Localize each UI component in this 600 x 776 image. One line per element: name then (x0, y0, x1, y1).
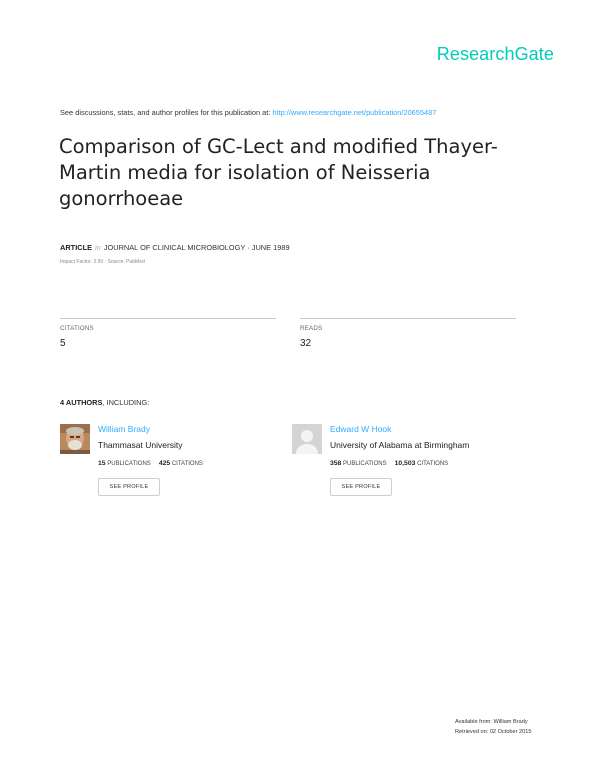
see-profile-button[interactable]: SEE PROFILE (330, 478, 392, 496)
authors-heading (60, 398, 149, 407)
author-card (292, 424, 532, 504)
citations-value: 5 (60, 338, 66, 349)
avatar[interactable] (292, 424, 322, 454)
citations-count: 425 (158, 460, 171, 467)
publication-title: Comparison of GC-Lect and modified Thayer-Martin media for isolation of Neisseria gonorrhoeae (59, 135, 498, 210)
author-name[interactable]: William Brady (98, 424, 150, 434)
publications-label: PUBLICATIONS (107, 461, 151, 467)
availability-note (455, 718, 532, 737)
avatar[interactable] (60, 424, 90, 454)
researchgate-logo[interactable]: ResearchGate (436, 44, 554, 64)
article-type: ARTICLE (60, 243, 93, 252)
retrieved-on: Retrieved on: 02 October 2015 (455, 728, 532, 735)
available-from: Available from: William Brady (455, 719, 528, 725)
publication-link[interactable]: http://www.researchgate.net/publication/20655487 (272, 108, 437, 117)
reads-label: READS (300, 325, 323, 332)
author-stats (98, 460, 203, 467)
author-citations-label: CITATIONS (171, 461, 203, 467)
journal-name[interactable]: JOURNAL OF CLINICAL MICROBIOLOGY · JUNE 1989 (103, 243, 290, 252)
see-profile-button[interactable]: SEE PROFILE (98, 478, 160, 496)
citations-count: 10,503 (394, 460, 416, 467)
in-word: in (95, 243, 101, 252)
author-institution: Thammasat University (98, 440, 183, 450)
author-institution: University of Alabama at Birmingham (330, 440, 470, 450)
citations-label: CITATIONS (60, 325, 94, 332)
impact-factor: Impact Factor: 3.99 · Source: PubMed (60, 259, 145, 265)
publications-count: 15 (98, 460, 106, 467)
author-stats (330, 460, 448, 467)
reads-divider (300, 318, 516, 319)
publications-count: 358 (330, 460, 342, 467)
discussion-text: See discussions, stats, and author profiles for this publication at: (60, 108, 271, 117)
author-citations-label: CITATIONS (417, 461, 449, 467)
reads-value: 32 (300, 338, 312, 349)
authors-count: 4 AUTHORS (60, 398, 103, 407)
article-meta (60, 243, 290, 252)
author-name[interactable]: Edward W Hook (330, 424, 392, 434)
publications-label: PUBLICATIONS (343, 461, 387, 467)
discussion-line (60, 108, 436, 117)
authors-suffix: , INCLUDING: (102, 398, 150, 407)
citations-divider (60, 318, 276, 319)
author-card (60, 424, 300, 504)
